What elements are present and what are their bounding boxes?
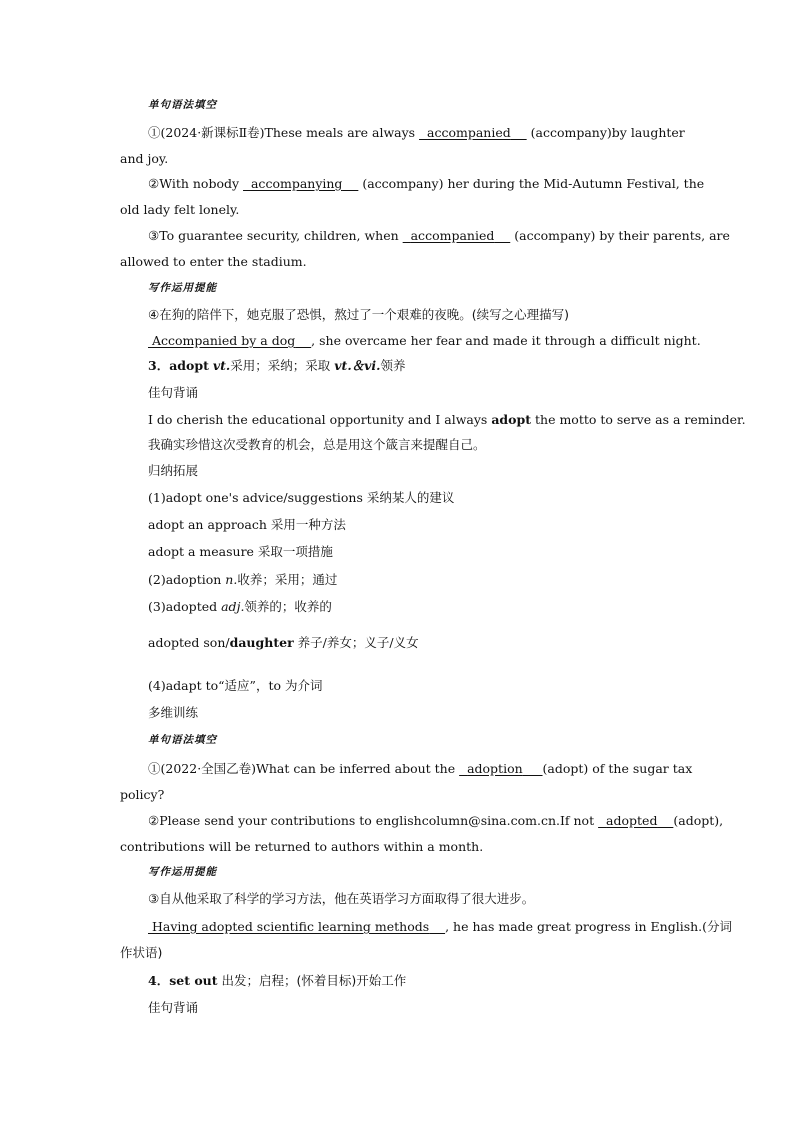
expand-item: (3)adopted adj.领养的；收养的: [148, 599, 332, 614]
answer-blank: accompanied: [427, 125, 511, 140]
translation-prompt: ④在狗的陪伴下，她克服了恐惧，熬过了一个艰难的夜晚。(续写之心理描写): [148, 307, 569, 322]
exercise-text: ①(2024·新课标Ⅱ卷)These meals are always: [148, 125, 416, 140]
exercise-line: ①(2022·全国乙卷)What can be inferred about the adoption (adopt) of the sugar tax: [148, 761, 693, 776]
expand-item: adopted son/daughter 养子/养女；义子/义女: [148, 635, 419, 650]
exercise-text: (accompany) her during the Mid-Autumn Festival, the: [362, 176, 705, 191]
label-training: 多维训练: [148, 705, 199, 720]
label-sentence: 佳句背诵: [148, 385, 199, 400]
exercise-text: (accompany) by their parents, are: [514, 228, 730, 243]
label-expand: 归纳拓展: [148, 463, 199, 478]
exercise-continuation: policy?: [120, 787, 165, 802]
section-heading-writing: 写作运用提能: [148, 866, 217, 878]
exercise-line: [120, 124, 685, 142]
expand-item: (1)adopt one's advice/suggestions 采纳某人的建议: [148, 490, 455, 505]
translation-continuation: 作状语): [120, 945, 163, 960]
exercise-continuation: and joy.: [120, 151, 169, 166]
exercise-text: ③To guarantee security, children, when: [148, 228, 399, 243]
answer-blank: accompanied: [410, 228, 495, 243]
exercise-continuation: old lady felt lonely.: [120, 202, 240, 217]
label-sentence: 佳句背诵: [148, 1000, 199, 1015]
exercise-continuation: contributions will be returned to authors within a month.: [120, 839, 484, 854]
example-sentence-en: I do cherish the educational opportunity and I always adopt the motto to serve as a reminder.: [148, 412, 746, 427]
answer-blank: adopted: [606, 813, 658, 828]
answer-blank: Accompanied by a dog: [151, 333, 296, 348]
expand-item: adopt an approach 采用一种方法: [148, 517, 346, 532]
answer-blank: adoption: [467, 761, 523, 776]
exercise-text: ②With nobody: [148, 176, 240, 191]
exercise-continuation: allowed to enter the stadium.: [120, 254, 307, 269]
section-heading-grammar-fill: 单句语法填空: [148, 734, 217, 746]
translation-answer-line: Accompanied by a dog , she overcame her fear and made it through a difficult night.: [148, 332, 701, 350]
section-heading-writing: 写作运用提能: [148, 282, 217, 294]
exercise-line: [120, 227, 730, 245]
answer-blank: accompanying: [250, 176, 343, 191]
example-sentence-cn: 我确实珍惜这次受教育的机会，总是用这个箴言来提醒自己。: [148, 437, 486, 452]
answer-blank: Having adopted scientific learning methods: [151, 919, 430, 934]
exercise-text: (accompany)by laughter: [530, 125, 685, 140]
translation-answer-line: Having adopted scientific learning methods , he has made great progress in English.(分词: [120, 918, 675, 936]
expand-item: adopt a measure 采取一项措施: [148, 544, 333, 559]
translation-prompt: ③自从他采取了科学的学习方法，他在英语学习方面取得了很大进步。: [148, 891, 535, 906]
section-heading-grammar-fill: 单句语法填空: [148, 99, 217, 111]
vocab-entry-heading: 4．set out 出发；启程；(怀着目标)开始工作: [148, 973, 407, 988]
expand-item: (4)adapt to“适应”，to 为介词: [148, 678, 323, 693]
exercise-line: [120, 175, 705, 193]
vocab-entry-heading: 3．adopt vt.采用；采纳；采取 vt.＆vi.领养: [148, 358, 406, 373]
expand-item: (2)adoption n.收养；采用；通过: [148, 572, 338, 587]
exercise-line: ②Please send your contributions to englishcolumn@sina.com.cn.If not adopted (adopt),: [148, 813, 724, 828]
